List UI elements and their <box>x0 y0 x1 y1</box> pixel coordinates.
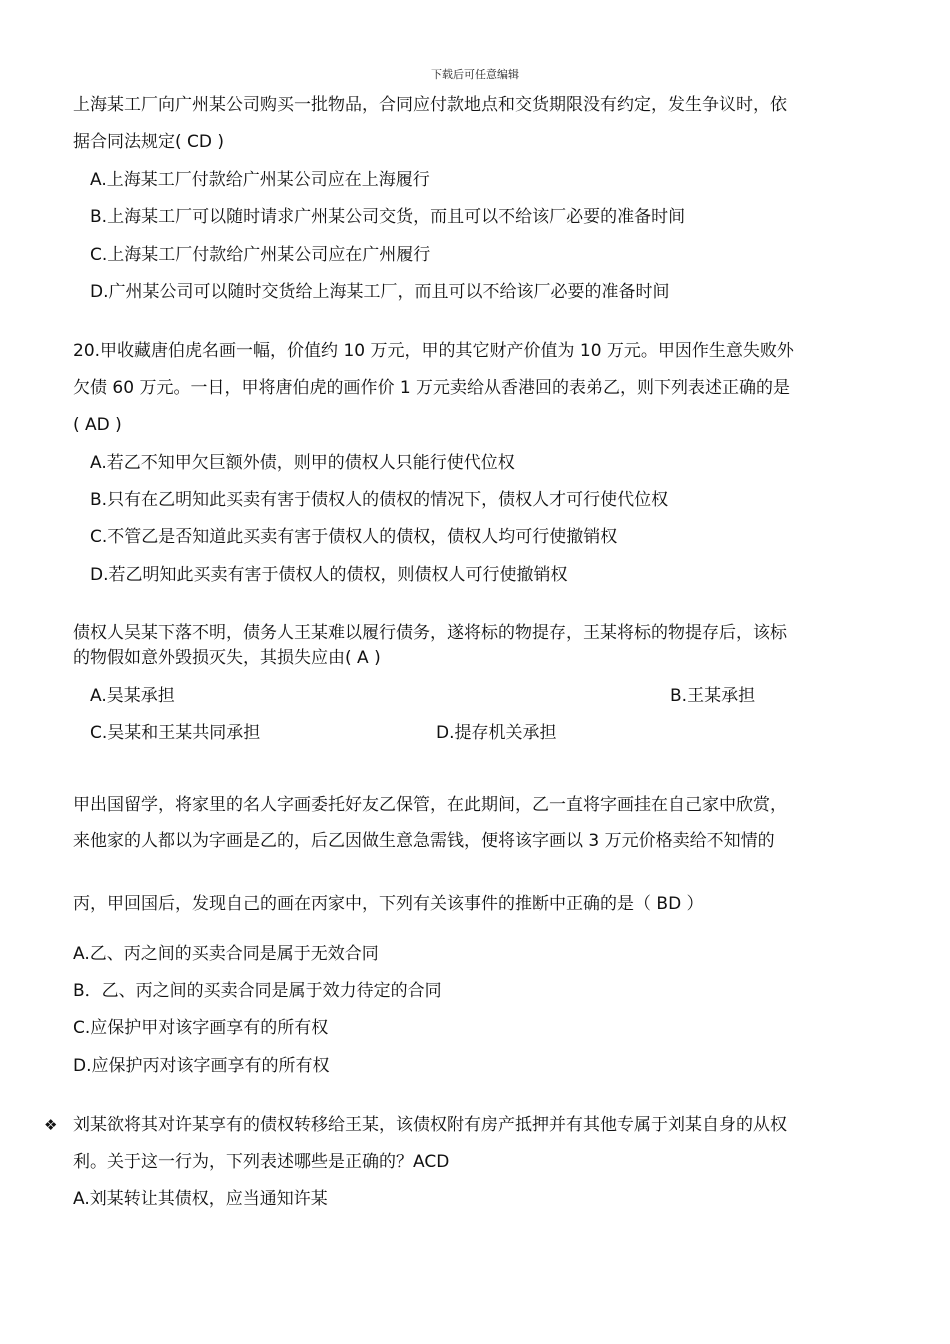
q1-option-d: D.广州某公司可以随时交货给上海某工厂，而且可以不给该厂必要的准备时间 <box>90 282 670 302</box>
q4-stem-line2: 来他家的人都以为字画是乙的，后乙因做生意急需钱，便将该字画以 3 万元价格卖给不知情的 <box>73 831 775 851</box>
q1-stem-line1: 上海某工厂向广州某公司购买一批物品，合同应付款地点和交货期限没有约定，发生争议时，依 <box>73 95 787 115</box>
q2-option-b: B.只有在乙明知此买卖有害于债权人的债权的情况下，债权人才可行使代位权 <box>90 490 669 510</box>
q4-stem-line3: 丙，甲回国后，发现自己的画在丙家中，下列有关该事件的推断中正确的是（ BD ） <box>73 894 704 914</box>
q3-option-b: B.王某承担 <box>670 686 756 706</box>
q5-stem-line2: 利。关于这一行为，下列表述哪些是正确的？ACD <box>73 1152 450 1172</box>
q2-option-d: D.若乙明知此买卖有害于债权人的债权，则债权人可行使撤销权 <box>90 565 568 585</box>
q1-option-c: C.上海某工厂付款给广州某公司应在广州履行 <box>90 245 431 265</box>
page-header: 下载后可任意编辑 <box>431 68 519 81</box>
q1-option-b: B.上海某工厂可以随时请求广州某公司交货，而且可以不给该厂必要的准备时间 <box>90 207 686 227</box>
diamond-bullet-icon: ❖ <box>44 1116 58 1134</box>
q5-stem-line1: 刘某欲将其对许某享有的债权转移给王某，该债权附有房产抵押并有其他专属于刘某自身的从权 <box>73 1115 787 1135</box>
q4-option-d: D.应保护丙对该字画享有的所有权 <box>73 1056 330 1076</box>
q4-option-a: A.乙、丙之间的买卖合同是属于无效合同 <box>73 944 379 964</box>
q4-option-b: B．乙、丙之间的买卖合同是属于效力待定的合同 <box>73 981 442 1001</box>
q3-option-c: C.吴某和王某共同承担 <box>90 723 261 743</box>
q5-option-a: A.刘某转让其债权，应当通知许某 <box>73 1189 328 1209</box>
q4-stem-line1: 甲出国留学，将家里的名人字画委托好友乙保管，在此期间，乙一直将字画挂在自己家中欣赏， <box>73 795 787 815</box>
q2-stem-line2: 欠债 60 万元。一日，甲将唐伯虎的画作价 1 万元卖给从香港回的表弟乙，则下列表述正确的是 <box>73 378 791 398</box>
q1-option-a: A.上海某工厂付款给广州某公司应在上海履行 <box>90 170 430 190</box>
q4-option-c: C.应保护甲对该字画享有的所有权 <box>73 1018 329 1038</box>
q1-stem-line2: 据合同法规定( CD ) <box>73 132 225 152</box>
q2-stem-line1: 20.甲收藏唐伯虎名画一幅，价值约 10 万元，甲的其它财产价值为 10 万元。甲因作生意失败外 <box>73 341 794 361</box>
q2-option-c: C.不管乙是否知道此买卖有害于债权人的债权，债权人均可行使撤销权 <box>90 527 618 547</box>
q3-stem-line1: 债权人吴某下落不明，债务人王某难以履行债务，遂将标的物提存，王某将标的物提存后，该标 <box>73 623 787 643</box>
q3-stem-line2: 的物假如意外毁损灭失，其损失应由( A ) <box>73 648 381 668</box>
q2-answer-line: ( AD ) <box>73 415 122 435</box>
q3-option-a: A.吴某承担 <box>90 686 175 706</box>
q2-option-a: A.若乙不知甲欠巨额外债，则甲的债权人只能行使代位权 <box>90 453 515 473</box>
q3-option-d: D.提存机关承担 <box>436 723 557 743</box>
